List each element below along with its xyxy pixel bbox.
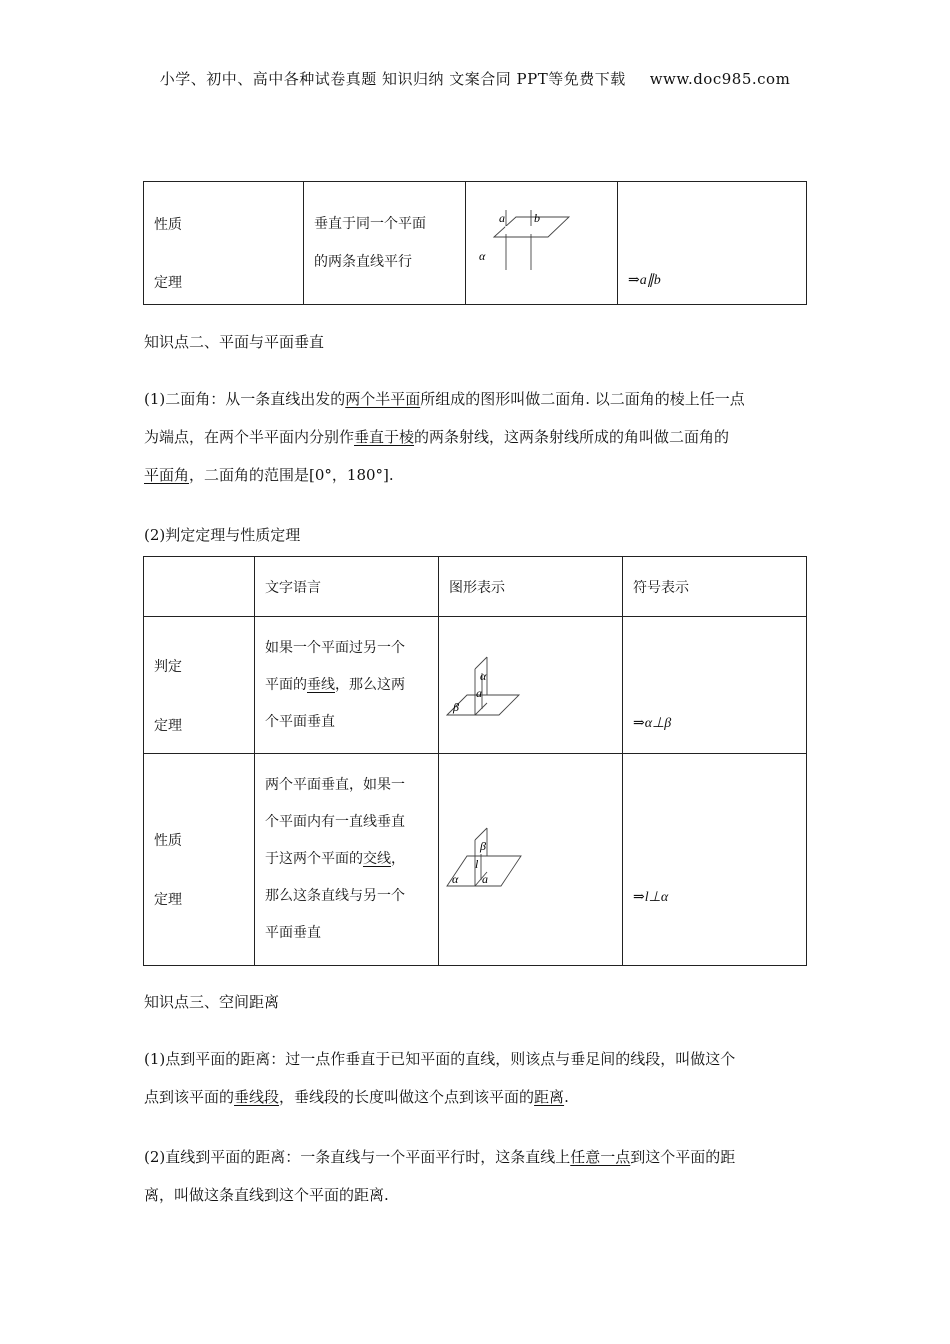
symbol-expression: l⊥α [644, 890, 669, 905]
implies-symbol: ⇒ [633, 715, 645, 731]
row1-text-line1: 如果一个平面过另一个 [265, 639, 405, 656]
label-alpha: α [479, 249, 486, 263]
label-b: b [534, 211, 540, 225]
parallel-lines-figure [466, 182, 616, 300]
section3-title: 知识点三、空间距离 [144, 993, 280, 1011]
text-line2: 的两条直线平行 [314, 254, 412, 270]
implies-symbol: ⇒ [633, 889, 645, 905]
row-label-line1: 性质 [154, 217, 182, 233]
header-symbol: 符号表示 [623, 557, 807, 617]
underline-perpendicular-to-edge: 垂直于棱 [354, 428, 415, 446]
row2-label1: 性质 [154, 833, 182, 849]
label-beta: β [453, 700, 459, 714]
underline-plane-angle: 平面角 [144, 466, 190, 484]
underline-any-point: 任意一点 [570, 1148, 631, 1166]
label-alpha: α [452, 872, 459, 886]
text-line1: 垂直于同一个平面 [314, 216, 426, 232]
figure-cell [466, 182, 618, 305]
header-figure: 图形表示 [439, 557, 623, 617]
symbol-expression: α⊥β [644, 716, 672, 731]
underline-distance: 距离 [534, 1088, 565, 1106]
header-left-text: 小学、初中、高中各种试卷真题 知识归纳 文案合同 PPT等免费下载 [159, 70, 626, 88]
row1-label1: 判定 [154, 659, 182, 675]
label-alpha: α [480, 669, 487, 683]
row2-text-line1: 两个平面垂直，如果一 [265, 777, 405, 793]
row2-text-line2: 个平面内有一直线垂直 [265, 814, 405, 830]
plane-perpendicular-figure [439, 617, 611, 749]
row2-label2: 定理 [154, 892, 182, 908]
property-theorem-table [143, 181, 807, 305]
header-empty [144, 557, 255, 617]
label-a: a [499, 211, 505, 225]
theorems-table [143, 556, 807, 966]
theorem-subtitle: (2)判定定理与性质定理 [144, 526, 301, 544]
page-header [0, 68, 950, 89]
label-l: l [475, 857, 479, 871]
table-row-criterion: 判定 定理 如果一个平面过另一个 平面的垂线，那么这两 个平面垂直 α a β ⇒α⊥β [144, 617, 807, 754]
header-text-language: 文字语言 [255, 557, 439, 617]
row-label-line2: 定理 [154, 275, 182, 291]
row2-text-line4: 那么这条直线与另一个 [265, 888, 405, 904]
label-a: a [476, 686, 482, 700]
row1-text-line3: 个平面垂直 [265, 713, 335, 730]
perpendicular-property-figure [439, 754, 611, 961]
table-row-property: 性质 定理 两个平面垂直，如果一 个平面内有一直线垂直 于这两个平面的交线， 那么这条直线与另一个 平面垂直 β l α a ⇒l⊥α [144, 754, 807, 966]
section2-title: 知识点二、平面与平面垂直 [144, 333, 325, 351]
row-label-cell [144, 182, 304, 305]
underline-two-half-planes: 两个半平面 [345, 390, 421, 408]
row2-text-line5: 平面垂直 [265, 925, 321, 941]
symbol-expression: a∥b [639, 273, 661, 288]
dihedral-angle-paragraph: (1)二面角：从一条直线出发的两个半平面所组成的图形叫做二面角. 以二面角的棱上任一点 为端点，在两个半平面内分别作垂直于棱的两条射线，这两条射线所成的角叫做二面角的 平面角，二面角的范围是[0°，180°]. [144, 390, 745, 484]
underline-perpendicular: 垂线 [307, 676, 335, 693]
header-url: www.doc985.com [649, 70, 791, 88]
label-a: a [482, 872, 488, 886]
label-beta: β [480, 839, 486, 853]
underline-perpendicular-segment: 垂线段 [234, 1088, 280, 1106]
line-plane-distance-paragraph: (2)直线到平面的距离：一条直线与一个平面平行时，这条直线上任意一点到这个平面的距 离，叫做这条直线到这个平面的距离. [144, 1148, 736, 1204]
text-cell [304, 182, 466, 305]
row1-label2: 定理 [154, 718, 182, 734]
implies-symbol: ⇒ [628, 272, 640, 288]
symbol-cell [618, 182, 807, 305]
underline-intersection-line: 交线 [363, 851, 391, 867]
point-plane-distance-paragraph: (1)点到平面的距离：过一点作垂直于已知平面的直线，则该点与垂足间的线段，叫做这个 点到该平面的垂线段，垂线段的长度叫做这个点到该平面的距离. [144, 1050, 736, 1106]
